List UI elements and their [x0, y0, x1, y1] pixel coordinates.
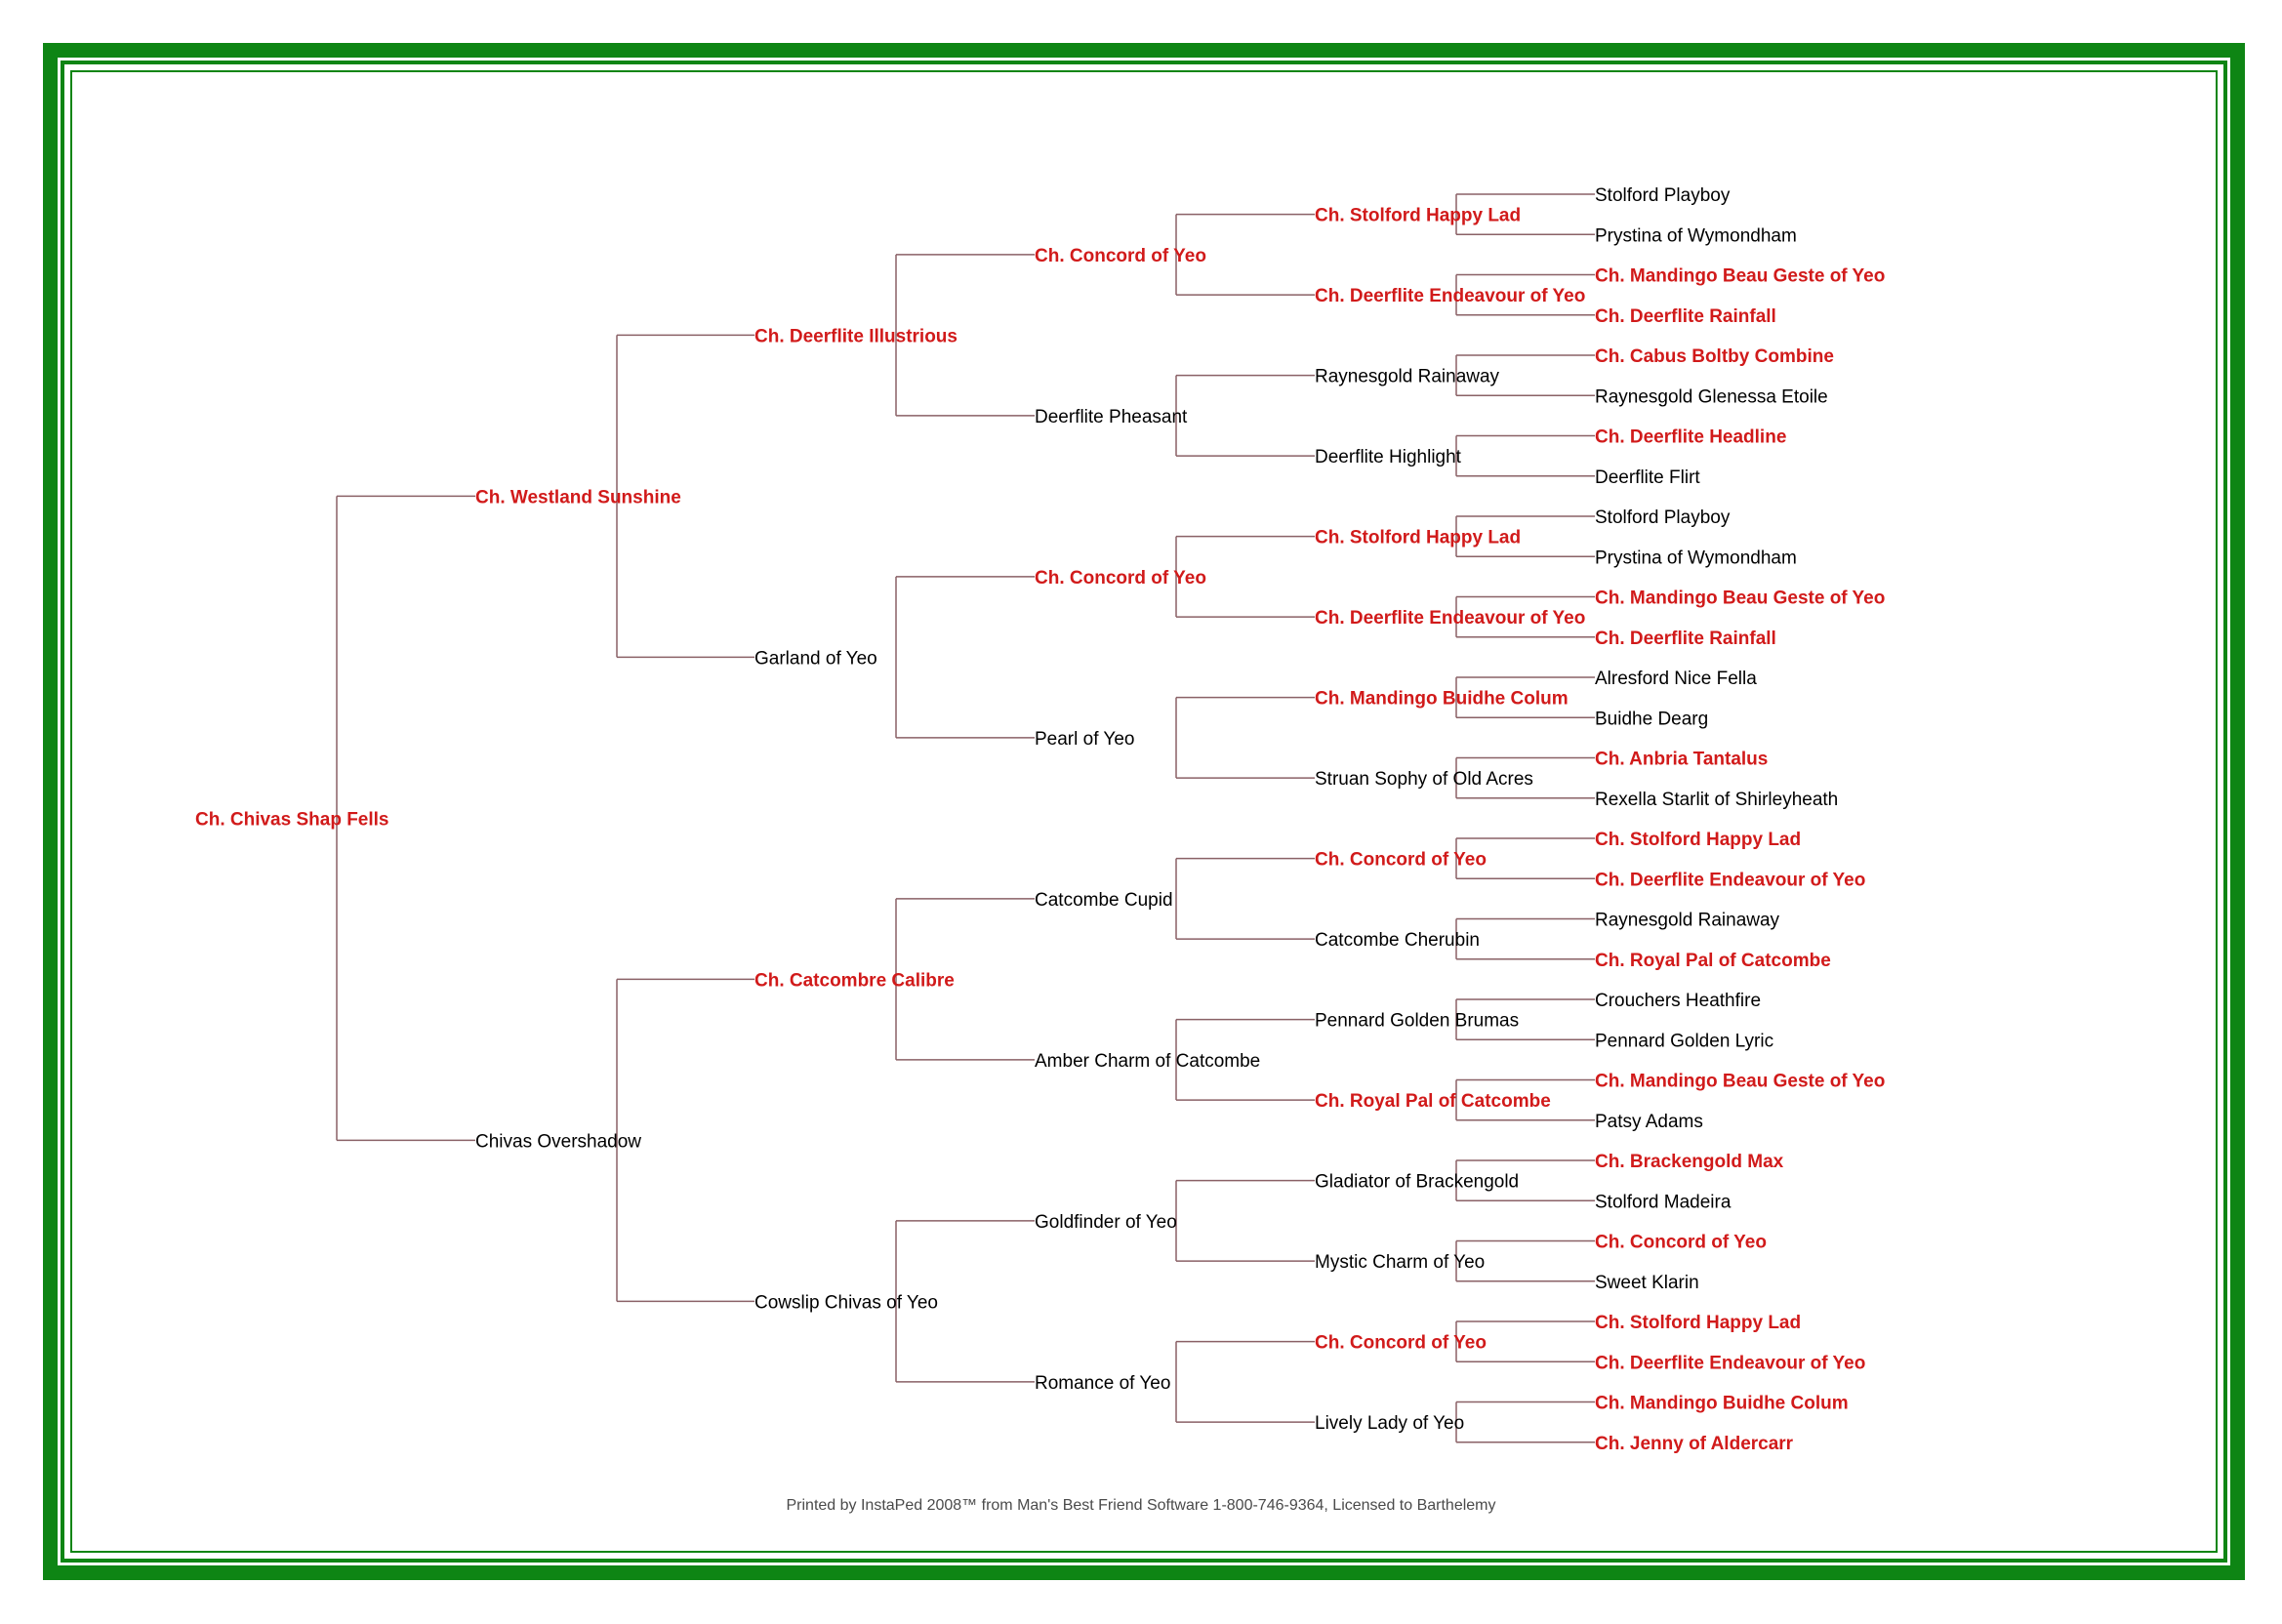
dog-name-gen4-ch-royal-pal-of-catcombe: Ch. Royal Pal of Catcombe — [1315, 1091, 1551, 1113]
dog-name-gen5-ch-brackengold-max: Ch. Brackengold Max — [1595, 1152, 1784, 1172]
dog-name-gen4-deerflite-highlight: Deerflite Highlight — [1315, 447, 1461, 468]
dog-name-gen3-romance-of-yeo: Romance of Yeo — [1035, 1372, 1171, 1394]
dog-name-gen5-ch-deerflite-endeavour-of-yeo: Ch. Deerflite Endeavour of Yeo — [1595, 1353, 1866, 1374]
dog-name-gen1-ch-westland-sunshine: Ch. Westland Sunshine — [475, 487, 681, 508]
dog-name-gen5-ch-mandingo-beau-geste-of-yeo: Ch. Mandingo Beau Geste of Yeo — [1595, 1071, 1886, 1092]
dog-name-gen5-ch-deerflite-rainfall: Ch. Deerflite Rainfall — [1595, 628, 1776, 649]
dog-name-gen5-ch-mandingo-beau-geste-of-yeo: Ch. Mandingo Beau Geste of Yeo — [1595, 588, 1886, 609]
dog-name-gen4-gladiator-of-brackengold: Gladiator of Brackengold — [1315, 1171, 1520, 1193]
dog-name-gen4-ch-concord-of-yeo: Ch. Concord of Yeo — [1315, 1332, 1487, 1354]
dog-name-gen5-ch-anbria-tantalus: Ch. Anbria Tantalus — [1595, 749, 1769, 770]
dog-name-gen5-ch-deerflite-headline: Ch. Deerflite Headline — [1595, 426, 1787, 448]
dog-name-gen5-ch-stolford-happy-lad: Ch. Stolford Happy Lad — [1595, 1313, 1802, 1333]
dog-name-gen4-raynesgold-rainaway: Raynesgold Rainaway — [1315, 366, 1500, 387]
dog-name-gen5-ch-deerflite-rainfall: Ch. Deerflite Rainfall — [1595, 305, 1776, 327]
dog-name-gen5-stolford-madeira: Stolford Madeira — [1595, 1192, 1732, 1213]
dog-name-gen3-catcombe-cupid: Catcombe Cupid — [1035, 889, 1173, 911]
dog-name-gen5-buidhe-dearg: Buidhe Dearg — [1595, 709, 1709, 730]
dog-name-gen5-ch-concord-of-yeo: Ch. Concord of Yeo — [1595, 1232, 1767, 1253]
dog-name-gen4-ch-mandingo-buidhe-colum: Ch. Mandingo Buidhe Colum — [1315, 688, 1569, 710]
dog-name-gen2-ch-catcombre-calibre: Ch. Catcombre Calibre — [754, 970, 955, 992]
dog-name-gen5-ch-jenny-of-aldercarr: Ch. Jenny of Aldercarr — [1595, 1433, 1794, 1454]
dog-name-gen5-rexella-starlit-of-shirleyheath: Rexella Starlit of Shirleyheath — [1595, 789, 1839, 810]
dog-name-gen2-garland-of-yeo: Garland of Yeo — [754, 648, 877, 670]
dog-name-gen5-stolford-playboy: Stolford Playboy — [1595, 185, 1731, 206]
dog-name-gen4-mystic-charm-of-yeo: Mystic Charm of Yeo — [1315, 1252, 1486, 1274]
dog-name-gen4-lively-lady-of-yeo: Lively Lady of Yeo — [1315, 1413, 1465, 1435]
dog-name-gen4-struan-sophy-of-old-acres: Struan Sophy of Old Acres — [1315, 769, 1533, 791]
dog-name-gen3-ch-concord-of-yeo: Ch. Concord of Yeo — [1035, 245, 1206, 266]
dog-name-gen5-ch-deerflite-endeavour-of-yeo: Ch. Deerflite Endeavour of Yeo — [1595, 870, 1866, 891]
dog-name-gen5-crouchers-heathfire: Crouchers Heathfire — [1595, 991, 1762, 1011]
dog-name-gen5-ch-royal-pal-of-catcombe: Ch. Royal Pal of Catcombe — [1595, 950, 1831, 971]
dog-name-gen3-ch-concord-of-yeo: Ch. Concord of Yeo — [1035, 567, 1206, 589]
dog-name-gen3-deerflite-pheasant: Deerflite Pheasant — [1035, 406, 1188, 427]
dog-name-gen4-ch-stolford-happy-lad: Ch. Stolford Happy Lad — [1315, 527, 1522, 548]
footer-credit: Printed by InstaPed 2008™ from Man's Best Friend Software 1-800-746-9364, Licensed to Barthelemy — [786, 1497, 1496, 1514]
dog-name-gen5-ch-mandingo-buidhe-colum: Ch. Mandingo Buidhe Colum — [1595, 1393, 1849, 1414]
dog-name-gen5-deerflite-flirt: Deerflite Flirt — [1595, 467, 1700, 488]
dog-name-gen2-cowslip-chivas-of-yeo: Cowslip Chivas of Yeo — [754, 1292, 938, 1314]
dog-name-gen4-pennard-golden-brumas: Pennard Golden Brumas — [1315, 1010, 1520, 1032]
dog-name-gen4-ch-deerflite-endeavour-of-yeo: Ch. Deerflite Endeavour of Yeo — [1315, 286, 1586, 307]
dog-name-gen4-catcombe-cherubin: Catcombe Cherubin — [1315, 930, 1480, 952]
dog-name-gen5-ch-cabus-boltby-combine: Ch. Cabus Boltby Combine — [1595, 346, 1834, 367]
dog-name-gen5-raynesgold-rainaway: Raynesgold Rainaway — [1595, 910, 1780, 931]
dog-name-gen3-amber-charm-of-catcombe: Amber Charm of Catcombe — [1035, 1050, 1261, 1072]
dog-name-gen5-ch-stolford-happy-lad: Ch. Stolford Happy Lad — [1595, 830, 1802, 850]
dog-name-gen3-goldfinder-of-yeo: Goldfinder of Yeo — [1035, 1211, 1177, 1233]
dog-name-gen1-chivas-overshadow: Chivas Overshadow — [475, 1131, 642, 1153]
dog-name-gen5-prystina-of-wymondham: Prystina of Wymondham — [1595, 225, 1797, 247]
dog-name-gen0-ch-chivas-shap-fells: Ch. Chivas Shap Fells — [195, 809, 389, 831]
dog-name-gen4-ch-deerflite-endeavour-of-yeo: Ch. Deerflite Endeavour of Yeo — [1315, 608, 1586, 629]
dog-name-gen5-patsy-adams: Patsy Adams — [1595, 1111, 1703, 1132]
dog-name-gen4-ch-concord-of-yeo: Ch. Concord of Yeo — [1315, 849, 1487, 871]
dog-name-gen4-ch-stolford-happy-lad: Ch. Stolford Happy Lad — [1315, 205, 1522, 226]
dog-name-gen5-alresford-nice-fella: Alresford Nice Fella — [1595, 669, 1757, 689]
dog-name-gen5-prystina-of-wymondham: Prystina of Wymondham — [1595, 548, 1797, 569]
dog-name-gen5-raynesgold-glenessa-etoile: Raynesgold Glenessa Etoile — [1595, 386, 1828, 408]
dog-name-gen3-pearl-of-yeo: Pearl of Yeo — [1035, 728, 1135, 750]
dog-name-gen5-ch-mandingo-beau-geste-of-yeo: Ch. Mandingo Beau Geste of Yeo — [1595, 265, 1886, 287]
dog-name-gen5-stolford-playboy: Stolford Playboy — [1595, 508, 1731, 528]
dog-name-gen2-ch-deerflite-illustrious: Ch. Deerflite Illustrious — [754, 326, 958, 347]
dog-name-gen5-sweet-klarin: Sweet Klarin — [1595, 1272, 1699, 1293]
dog-name-gen5-pennard-golden-lyric: Pennard Golden Lyric — [1595, 1031, 1774, 1052]
